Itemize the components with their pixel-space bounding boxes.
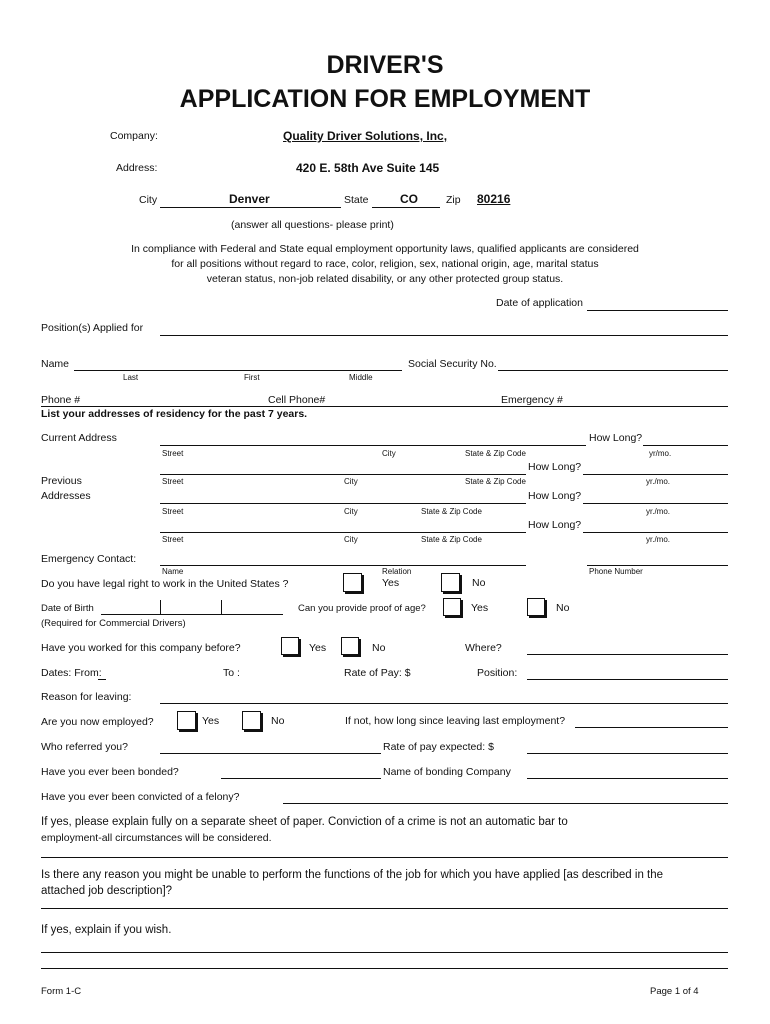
street-caption-4: Street	[162, 535, 184, 544]
now-employed-no-checkbox[interactable]	[242, 711, 261, 730]
street-caption-2: Street	[162, 477, 184, 486]
previous-address-field-1[interactable]	[160, 474, 526, 475]
cell-phone-label: Cell Phone#	[268, 394, 326, 406]
felony-label: Have you ever been convicted of a felony?	[41, 791, 240, 803]
ssn-label: Social Security No.	[408, 358, 497, 370]
proof-age-no-checkbox[interactable]	[527, 598, 545, 616]
middle-caption: Middle	[349, 373, 373, 382]
emergency-phone-field[interactable]	[587, 565, 728, 566]
ssn-field[interactable]	[498, 370, 728, 371]
city-label: City	[139, 194, 158, 206]
city-caption-3: City	[344, 507, 358, 516]
current-address-label: Current Address	[41, 432, 117, 444]
state-line[interactable]	[372, 207, 440, 208]
how-long-1: How Long?	[589, 432, 643, 444]
now-employed-yes-checkbox[interactable]	[177, 711, 196, 730]
date-of-application-field[interactable]	[587, 310, 728, 311]
previous-address-field-3[interactable]	[160, 532, 526, 533]
city-caption-1: City	[382, 449, 396, 458]
proof-age-label: Can you provide proof of age?	[298, 603, 426, 614]
bonding-company-label: Name of bonding Company	[383, 766, 511, 778]
now-employed-no-label: No	[271, 715, 285, 727]
worked-before-yes-label: Yes	[309, 642, 327, 654]
now-employed-label: Are you now employed?	[41, 716, 154, 728]
emergency-number-label: Emergency #	[501, 394, 563, 406]
state-value: CO	[400, 192, 418, 206]
addresses-label: Addresses	[41, 490, 91, 502]
felony-explain-line-2: employment-all circumstances will be considered.	[41, 832, 272, 844]
date-of-application-label: Date of application	[496, 297, 583, 309]
company-name: Quality Driver Solutions, Inc,	[283, 129, 448, 143]
page-number: Page 1 of 4	[650, 986, 699, 997]
city-line[interactable]	[160, 207, 341, 208]
current-address-field[interactable]	[160, 445, 586, 446]
worked-before-label: Have you worked for this company before?	[41, 642, 241, 654]
worked-before-no-label: No	[372, 642, 386, 654]
city-caption-2: City	[344, 477, 358, 486]
legal-right-yes-label: Yes	[382, 577, 400, 589]
bonding-company-field[interactable]	[527, 778, 728, 779]
rate-expected-field[interactable]	[527, 753, 728, 754]
previous-label: Previous	[41, 475, 82, 487]
state-zip-caption-3: State & Zip Code	[421, 507, 482, 516]
rate-expected-label: Rate of pay expected: $	[383, 741, 494, 753]
street-caption-3: Street	[162, 507, 184, 516]
yrmo-caption-3: yr./mo.	[646, 507, 671, 516]
referred-label: Who referred you?	[41, 741, 128, 753]
dob-field[interactable]	[101, 614, 283, 615]
positions-field[interactable]	[160, 335, 728, 336]
zip-value: 80216	[477, 192, 511, 206]
felony-field[interactable]	[283, 803, 728, 804]
worked-before-yes-checkbox[interactable]	[281, 637, 299, 655]
proof-age-yes-checkbox[interactable]	[443, 598, 461, 616]
bonded-field[interactable]	[221, 778, 381, 779]
compliance-line-1: In compliance with Federal and State equal employment opportunity laws, qualified applicants are considered	[131, 243, 639, 255]
address-value: 420 E. 58th Ave Suite 145	[296, 161, 440, 175]
title-line-1: DRIVER'S	[326, 51, 444, 79]
name-field[interactable]	[74, 370, 402, 371]
state-zip-caption-1: State & Zip Code	[465, 449, 526, 458]
if-not-label: If not, how long since leaving last employment?	[345, 715, 566, 727]
explain-field-2[interactable]	[41, 968, 728, 969]
how-long-2: How Long?	[528, 461, 582, 473]
how-long-field-3[interactable]	[583, 503, 728, 504]
to-label: To :	[223, 667, 240, 679]
position-label: Position:	[477, 667, 518, 679]
positions-label: Position(s) Applied for	[41, 322, 144, 334]
dob-label: Date of Birth	[41, 603, 94, 614]
name-label: Name	[41, 358, 70, 370]
ec-phone-caption: Phone Number	[589, 567, 643, 576]
yrmo-caption-2: yr./mo.	[646, 477, 671, 486]
required-cd-note: (Required for Commercial Drivers)	[41, 618, 186, 629]
answer-note: (answer all questions- please print)	[231, 219, 394, 231]
emergency-contact-label: Emergency Contact:	[41, 553, 137, 565]
where-field[interactable]	[527, 654, 728, 655]
how-long-4: How Long?	[528, 519, 582, 531]
legal-right-no-checkbox[interactable]	[441, 573, 460, 592]
how-long-field-2[interactable]	[583, 474, 728, 475]
proof-age-yes-label: Yes	[471, 602, 489, 614]
reason-leaving-field[interactable]	[160, 703, 728, 704]
emergency-contact-field[interactable]	[160, 565, 526, 566]
phone-label: Phone #	[41, 394, 81, 406]
felony-divider	[41, 857, 728, 858]
compliance-line-2: for all positions without regard to race, color, religion, sex, national origin, age, marital status	[171, 258, 599, 270]
worked-before-no-checkbox[interactable]	[341, 637, 359, 655]
address-label: Address:	[116, 162, 158, 174]
proof-age-no-label: No	[556, 602, 570, 614]
phone-line[interactable]	[41, 406, 728, 407]
rate-of-pay-label: Rate of Pay: $	[344, 667, 411, 679]
referred-field[interactable]	[160, 753, 381, 754]
last-caption: Last	[123, 373, 139, 382]
title-line-2: APPLICATION FOR EMPLOYMENT	[179, 85, 591, 113]
state-zip-caption-2: State & Zip Code	[465, 477, 526, 486]
if-not-field[interactable]	[575, 727, 728, 728]
street-caption-1: Street	[162, 449, 184, 458]
city-caption-4: City	[344, 535, 358, 544]
dob-divider-2	[221, 600, 222, 614]
zip-label: Zip	[446, 194, 461, 206]
compliance-line-3: veteran status, non-job related disability, or any other protected group status.	[206, 273, 564, 285]
how-long-field-4[interactable]	[583, 532, 728, 533]
felony-explain-line-1: If yes, please explain fully on a separate sheet of paper. Conviction of a crime is not an automatic bar to	[41, 816, 568, 828]
how-long-field-1[interactable]	[643, 445, 728, 446]
previous-address-field-2[interactable]	[160, 503, 526, 504]
form-id: Form 1-C	[41, 986, 82, 997]
dob-divider-1	[160, 600, 161, 614]
yrmo-caption-4: yr./mo.	[646, 535, 671, 544]
explain-wish-label: If yes, explain if you wish.	[41, 924, 172, 936]
dates-from-field[interactable]	[98, 679, 106, 680]
reason-unable-line-2: attached job description]?	[41, 885, 173, 897]
company-label: Company:	[110, 130, 158, 142]
legal-right-no-label: No	[472, 577, 486, 589]
ec-relation-caption: Relation	[382, 567, 412, 576]
how-long-3: How Long?	[528, 490, 582, 502]
residency-heading: List your addresses of residency for the past 7 years.	[41, 408, 308, 420]
position-field[interactable]	[527, 679, 728, 680]
now-employed-yes-label: Yes	[202, 715, 220, 727]
reason-unable-field[interactable]	[41, 908, 728, 909]
reason-leaving-label: Reason for leaving:	[41, 691, 132, 703]
legal-right-label: Do you have legal right to work in the United States ?	[41, 578, 289, 590]
state-label: State	[344, 194, 369, 206]
ec-name-caption: Name	[162, 567, 184, 576]
dates-from-label: Dates: From:	[41, 667, 102, 679]
state-zip-caption-4: State & Zip Code	[421, 535, 482, 544]
bonded-label: Have you ever been bonded?	[41, 766, 179, 778]
legal-right-yes-checkbox[interactable]	[343, 573, 362, 592]
reason-unable-line-1: Is there any reason you might be unable to perform the functions of the job for which you have applied [as described in the	[41, 869, 664, 881]
city-value: Denver	[229, 192, 270, 206]
yrmo-caption-1: yr/mo.	[649, 449, 672, 458]
explain-field-1[interactable]	[41, 952, 728, 953]
where-label: Where?	[465, 642, 502, 654]
first-caption: First	[244, 373, 260, 382]
